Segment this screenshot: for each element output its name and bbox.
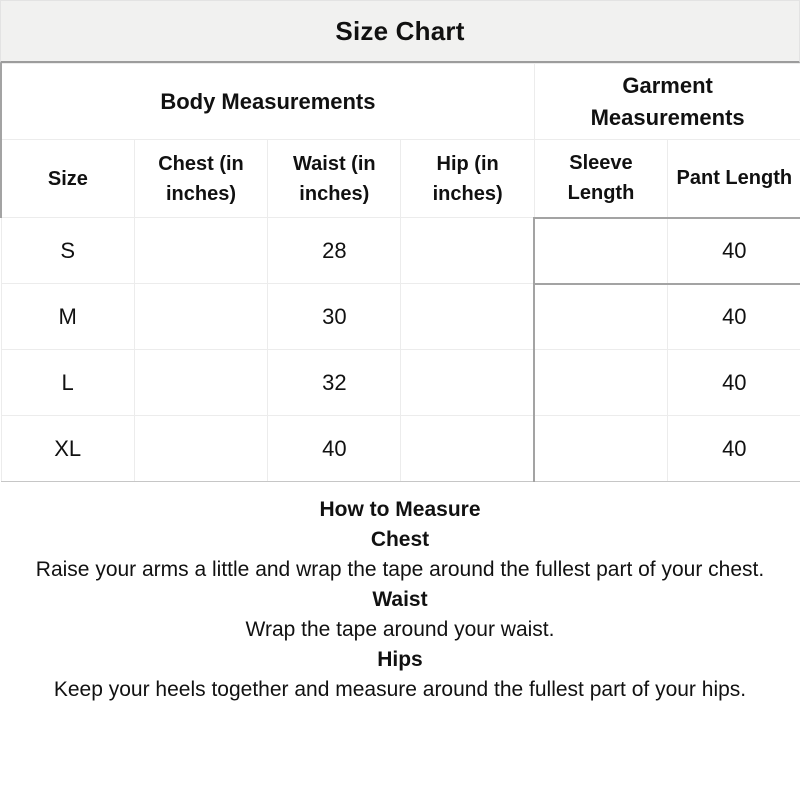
cell-waist-l: 32: [268, 350, 401, 416]
cell-hip-s: [401, 218, 534, 284]
measure-text-hips: Keep your heels together and measure around the fullest part of your hips.: [53, 678, 747, 701]
cell-hip-xl: [401, 416, 534, 482]
table-row-l: [1, 350, 800, 416]
column-header-sleeve-length: Sleeve Length: [534, 140, 667, 218]
cell-sleeve-s: [534, 218, 667, 284]
cell-size-l: L: [1, 350, 134, 416]
table-row-m: [1, 284, 800, 350]
column-header-waist: Waist (in inches): [268, 140, 401, 218]
cell-chest-s: [134, 218, 267, 284]
how-to-measure-heading: How to Measure: [319, 498, 481, 521]
cell-hip-l: [401, 350, 534, 416]
measure-label-chest: Chest: [370, 528, 430, 551]
cell-sleeve-m: [534, 284, 667, 350]
cell-chest-xl: [134, 416, 267, 482]
cell-waist-m: 30: [268, 284, 401, 350]
cell-waist-xl: 40: [268, 416, 401, 482]
group-header-body-measurements: Body Measurements: [1, 64, 534, 140]
group-header-row: [1, 64, 800, 140]
cell-pant-m: 40: [668, 284, 800, 350]
column-header-pant-length: Pant Length: [668, 140, 800, 218]
cell-chest-m: [134, 284, 267, 350]
column-header-chest: Chest (in inches): [134, 140, 267, 218]
cell-sleeve-l: [534, 350, 667, 416]
cell-size-xl: XL: [1, 416, 134, 482]
cell-size-m: M: [1, 284, 134, 350]
cell-pant-xl: 40: [668, 416, 800, 482]
size-chart-title: Size Chart: [0, 0, 800, 63]
cell-waist-s: 28: [268, 218, 401, 284]
cell-pant-s: 40: [668, 218, 800, 284]
table-row-s: [1, 218, 800, 284]
cell-pant-l: 40: [668, 350, 800, 416]
cell-chest-l: [134, 350, 267, 416]
cell-sleeve-xl: [534, 416, 667, 482]
column-header-row: [1, 140, 800, 218]
measure-text-waist: Wrap the tape around your waist.: [245, 618, 555, 641]
column-header-size: Size: [1, 140, 134, 218]
measure-text-chest: Raise your arms a little and wrap the tape around the fullest part of your chest.: [35, 558, 765, 581]
measure-label-waist: Waist: [372, 588, 428, 611]
size-chart-table: [0, 63, 800, 482]
cell-hip-m: [401, 284, 534, 350]
table-row-xl: [1, 416, 800, 482]
column-header-hip: Hip (in inches): [401, 140, 534, 218]
how-to-measure-section: [0, 495, 800, 705]
group-header-garment-measurements: Garment Measurements: [534, 64, 800, 140]
cell-size-s: S: [1, 218, 134, 284]
measure-label-hips: Hips: [377, 648, 423, 671]
